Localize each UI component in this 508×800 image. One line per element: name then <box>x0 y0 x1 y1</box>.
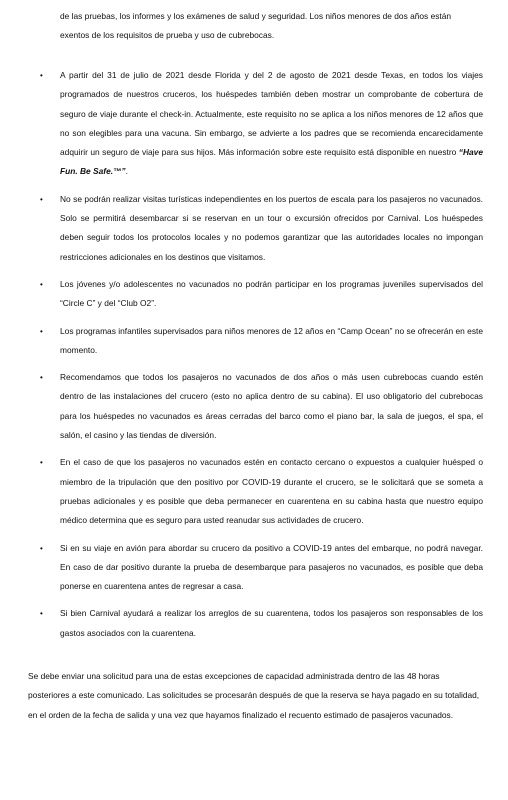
intro-paragraph: de las pruebas, los informes y los exámenes de salud y seguridad. Los niños menores de dos años están exentos de los requisitos de prueba y uso de cubrebocas. <box>60 11 452 41</box>
bullet-icon: • <box>40 326 43 336</box>
bullet-icon: • <box>40 373 43 383</box>
list-item: • Los programas infantiles supervisados para niños menores de 12 años en “Camp Ocean” no se ofrecerán en este momento. <box>60 322 483 361</box>
bullet-icon: • <box>40 543 43 553</box>
bullet-icon: • <box>40 279 43 289</box>
bullet-icon: • <box>40 609 43 619</box>
list-item: • Si en su viaje en avión para abordar su crucero da positivo a COVID-19 antes del embarque, no podrá navegar. En caso de dar positivo durante la prueba de desembarque para pasajeros no vacunados, es posible que deba ponerse en cuarentena antes de regresar a casa. <box>60 539 483 597</box>
list-item: • Si bien Carnival ayudará a realizar los arreglos de su cuarentena, todos los pasajeros son responsables de los gastos asociados con la cuarentena. <box>60 604 483 643</box>
list-item: • Recomendamos que todos los pasajeros no vacunados de dos años o más usen cubrebocas cuando estén dentro de las instalaciones del crucero (esto no aplica dentro de su cabina). El uso obligatorio del cubrebocas para los huéspedes no vacunados es áreas cerradas del barco como el piano bar, la sala de juegos, el spa, el salón, el casino y las tiendas de diversión. <box>60 368 483 445</box>
bullet-icon: • <box>40 71 43 80</box>
list-item: • A partir del 31 de julio de 2021 desde Florida y del 2 de agosto de 2021 desde Texas, en todos los viajes programados de nuestros cruceros, los huéspedes también deben mostrar un comprobante de cobertura de seguro de viaje durante el check-in. Actualmente, este requisito no se aplica a los niños menores de 12 años que no son elegibles para una vacuna. Sin embargo, se advierte a los padres que se recomienda encarecidamente adquirir un seguro de viaje para sus hijos. Más información sobre este requisito está disponible en nuestro “Have Fun. Be Safe.™”. <box>60 66 483 182</box>
bullet-icon: • <box>40 458 43 468</box>
bullet-icon: • <box>40 194 43 204</box>
list-item: • Los jóvenes y/o adolescentes no vacunados no podrán participar en los programas juveniles supervisados del “Circle C” y del “Club O2”. <box>60 275 483 314</box>
have-fun-be-safe-link[interactable]: “Have Fun. Be Safe.™” <box>60 147 483 177</box>
closing-paragraph: Se debe enviar una solicitud para una de estas excepciones de capacidad administrada dentro de las 48 horas posteriores a este comunicado. Las solicitudes se procesarán después de que la reserva se haya pagado en su totalidad, en el orden de la fecha de salida y una vez que hayamos finalizado el recuento estimado de pasajeros vacunados. <box>28 671 480 720</box>
list-item: • No se podrán realizar visitas turísticas independientes en los puertos de escala para los pasajeros no vacunados. Solo se permitirá desembarcar si se reservan en un tour o excursión ofrecidos por Carnival. Los huéspedes deben seguir todos los protocolos locales y no podemos garantizar que las autoridades locales no impongan restricciones adicionales en los destinos que visitamos. <box>60 190 483 267</box>
requirements-list <box>40 66 483 651</box>
list-item: • En el caso de que los pasajeros no vacunados estén en contacto cercano o expuestos a cualquier huésped o miembro de la tripulación que den positivo por COVID-19 durante el crucero, se le solicitará que se someta a pruebas adicionales y es posible que deba permanecer en cuarentena en su cabina hasta que nuestro equipo médico determina que es seguro para usted reanudar sus actividades de crucero. <box>60 453 483 530</box>
